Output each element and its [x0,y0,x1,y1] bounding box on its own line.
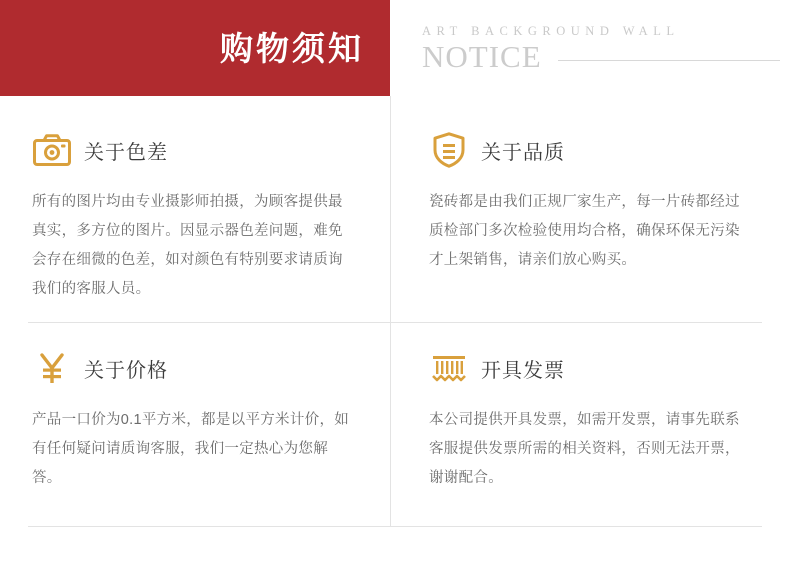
header-title-english: NOTICE [422,39,542,74]
yen-price-icon [32,348,72,388]
header-subtitle-english: ART BACKGROUND WALL [422,24,680,38]
notice-section-header [32,128,359,172]
notice-section-body: 本公司提供开具发票，如需开发票，请事先联系客服提供发票所需的相关资料，否则无法开票，谢谢配合。 [429,412,740,486]
camera-icon [32,130,72,170]
notice-section-title: 关于色差 [84,141,168,164]
shield-quality-icon [429,130,469,170]
header-title-banner [0,0,390,96]
notice-section-title: 关于品质 [481,141,565,164]
notice-section-title: 关于价格 [84,359,168,382]
invoice-icon [429,348,469,388]
notice-section-invoice [395,314,790,532]
notice-section-price [0,314,395,532]
notice-section-body: 产品一口价为0.1平方米，都是以平方米计价，如有任何疑问请质询客服，我们一定热心为您解答。 [32,412,350,486]
page-header [0,0,790,96]
notice-section-body: 所有的图片均由专业摄影师拍摄，为顾客提供最真实，多方位的图片。因显示器色差问题，难免会存在细微的色差，如对颜色有特别要求请质询我们的客服人员。 [32,194,343,297]
header-notice-row [422,41,790,72]
header-english-block [390,0,790,96]
notice-section-header [32,346,359,390]
notice-section-quality [395,96,790,314]
notice-section-title: 开具发票 [481,359,565,382]
notice-section-color [0,96,395,314]
notice-section-header [429,128,754,172]
header-divider-rule [558,60,780,61]
notice-section-body: 瓷砖都是由我们正规厂家生产，每一片砖都经过质检部门多次检验使用均合格，确保环保无污染才上架销售，请亲们放心购买。 [429,194,740,268]
notice-grid [0,96,790,532]
page-title: 购物须知 [220,29,364,67]
notice-section-header [429,346,754,390]
